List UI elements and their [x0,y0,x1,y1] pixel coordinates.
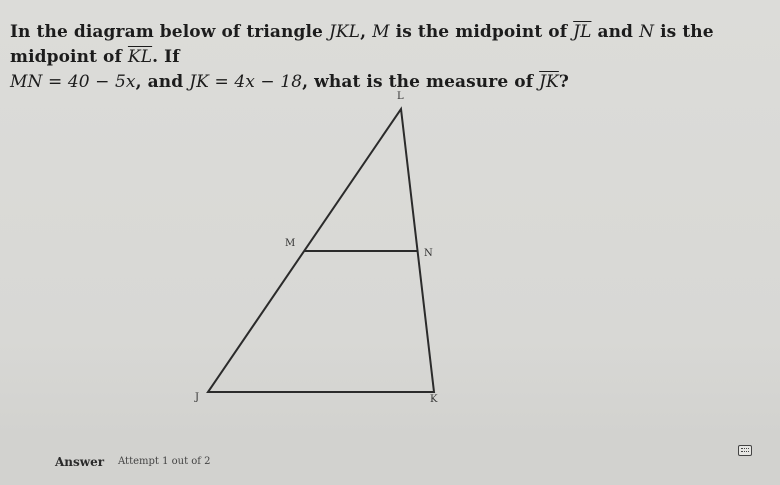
question-part: , and [135,72,190,92]
label-l: L [397,91,404,102]
question-part: , what is the measure of [302,72,540,92]
segment-jk: $\overline{JK}$ [539,72,559,92]
answer-label: Answer [55,455,105,469]
question-part: ? [558,72,569,92]
label-k: K [430,394,438,405]
question-part: and [591,22,640,42]
question-part: , [360,22,373,42]
equation-jk: JK = 4x − 18 [189,72,303,92]
attempt-counter: Attempt 1 out of 2 [118,456,211,467]
point-n: N [639,22,655,42]
triangle-name: JKL [328,22,361,42]
segment-kl: $\overline{KL}$ [127,47,153,67]
point-m: M [372,22,390,42]
keyboard-icon[interactable] [738,445,752,456]
triangle-diagram [190,80,480,410]
question-part: In the diagram below of triangle [10,22,329,42]
label-n: N [424,248,433,259]
label-m: M [285,238,296,249]
question-part: is the midpoint of [10,22,714,67]
answer-section [0,430,780,485]
label-j: J [195,392,200,403]
equation-mn: MN = 40 − 5x [10,72,136,92]
question-part: . If [152,47,180,67]
segment-jl: $\overline{JL}$ [573,22,592,42]
question-part: is the midpoint of [389,22,574,42]
